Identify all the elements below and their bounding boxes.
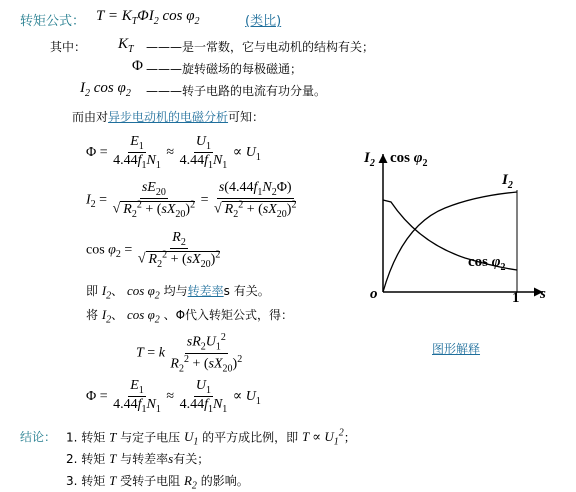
i2-description: ———转子电路的电流有功分量。 (146, 84, 327, 98)
flux-formula-2: Φ = $\frac{E_1}{4.44f_1N_1}$ ≈ $\frac{U_1}{4.44f_1N_1}$ ∝ $U_1$ (86, 378, 261, 416)
analysis-line: 而由对异步电动机的电磁分析可知： (72, 110, 265, 124)
torque-formula: T = k $\frac{sR_2U_1^2}{R_2^2 + (sX_{20})^2}$ (136, 332, 243, 375)
conclusion-item-1: 1. 转矩 T 与定子电压 $U_1$ 的平方成比例，即 $T \propto U_1^2$； (66, 428, 356, 448)
x-tick-1: 1 (512, 290, 520, 306)
i2-curve (383, 192, 517, 292)
flux-formula-1: Φ = $\frac{E_1}{4.44f_1N_1}$ ≈ $\frac{U_1}{4.44f_1N_1}$ ∝ $U_1$ (86, 134, 261, 172)
y-label-cos: $\cos \varphi_2$ (390, 150, 428, 169)
curve-label-cos: $\cos \varphi_2$ (468, 254, 506, 273)
i2-symbol: $I_2$ $\cos \varphi_2$ (80, 80, 131, 99)
conclusion-item-2: 2. 转矩 T 与转差率s有关； (66, 451, 210, 466)
formula-label: 转矩公式： (20, 14, 86, 29)
conclusion-item-3: 3. 转矩 T 受转子电阻 $R_2$ 的影响。 (66, 473, 249, 492)
graph-explanation-link[interactable]: 图形解释 (432, 342, 481, 356)
phi-description: ———旋转磁场的每极磁通； (146, 62, 303, 76)
curve-label-i2: $I_2$ (502, 172, 513, 191)
relation-line: 即 $I_2$、 $\cos \varphi_2$ 均与转差率s 有关。 (86, 283, 270, 302)
em-analysis-link[interactable]: 异步电动机的电磁分析 (108, 110, 229, 124)
torque-formula-header: $T = K_T\Phi I_2$ $\cos \varphi_2$ (96, 8, 200, 27)
power-factor-formula: $\cos \varphi_2$ = $\frac{R_2}{√ R_2^2 + (sX_{20})^2}$ (86, 230, 221, 270)
phi-symbol: Φ (132, 58, 143, 74)
characteristic-graph (355, 140, 555, 340)
y-label-i2: $I_2$ (364, 150, 375, 169)
origin-label: o (370, 286, 378, 302)
kt-description: ———是一常数，它与电动机的结构有关； (146, 40, 375, 54)
analogy-link[interactable]: (类比) (245, 14, 282, 29)
substitute-line: 将 $I_2$、 $\cos \varphi_2$ 、Φ代入转矩公式，得： (86, 307, 294, 326)
definitions-intro: 其中： (50, 40, 87, 54)
conclusion-label: 结论： (20, 430, 57, 444)
slip-link[interactable]: 转差率 (187, 284, 224, 298)
rotor-current-formula: $I_2$ = $\frac{sE_{20}}{√ R_2^2 + (sX_{20})^2}$ = $\frac{s(4.44f_1N_2\Phi)}{√ R_2^2 + (sX_{20})^2}$ (86, 180, 297, 220)
kt-symbol: $K_T$ (118, 36, 134, 55)
x-axis-label: s (540, 286, 546, 302)
